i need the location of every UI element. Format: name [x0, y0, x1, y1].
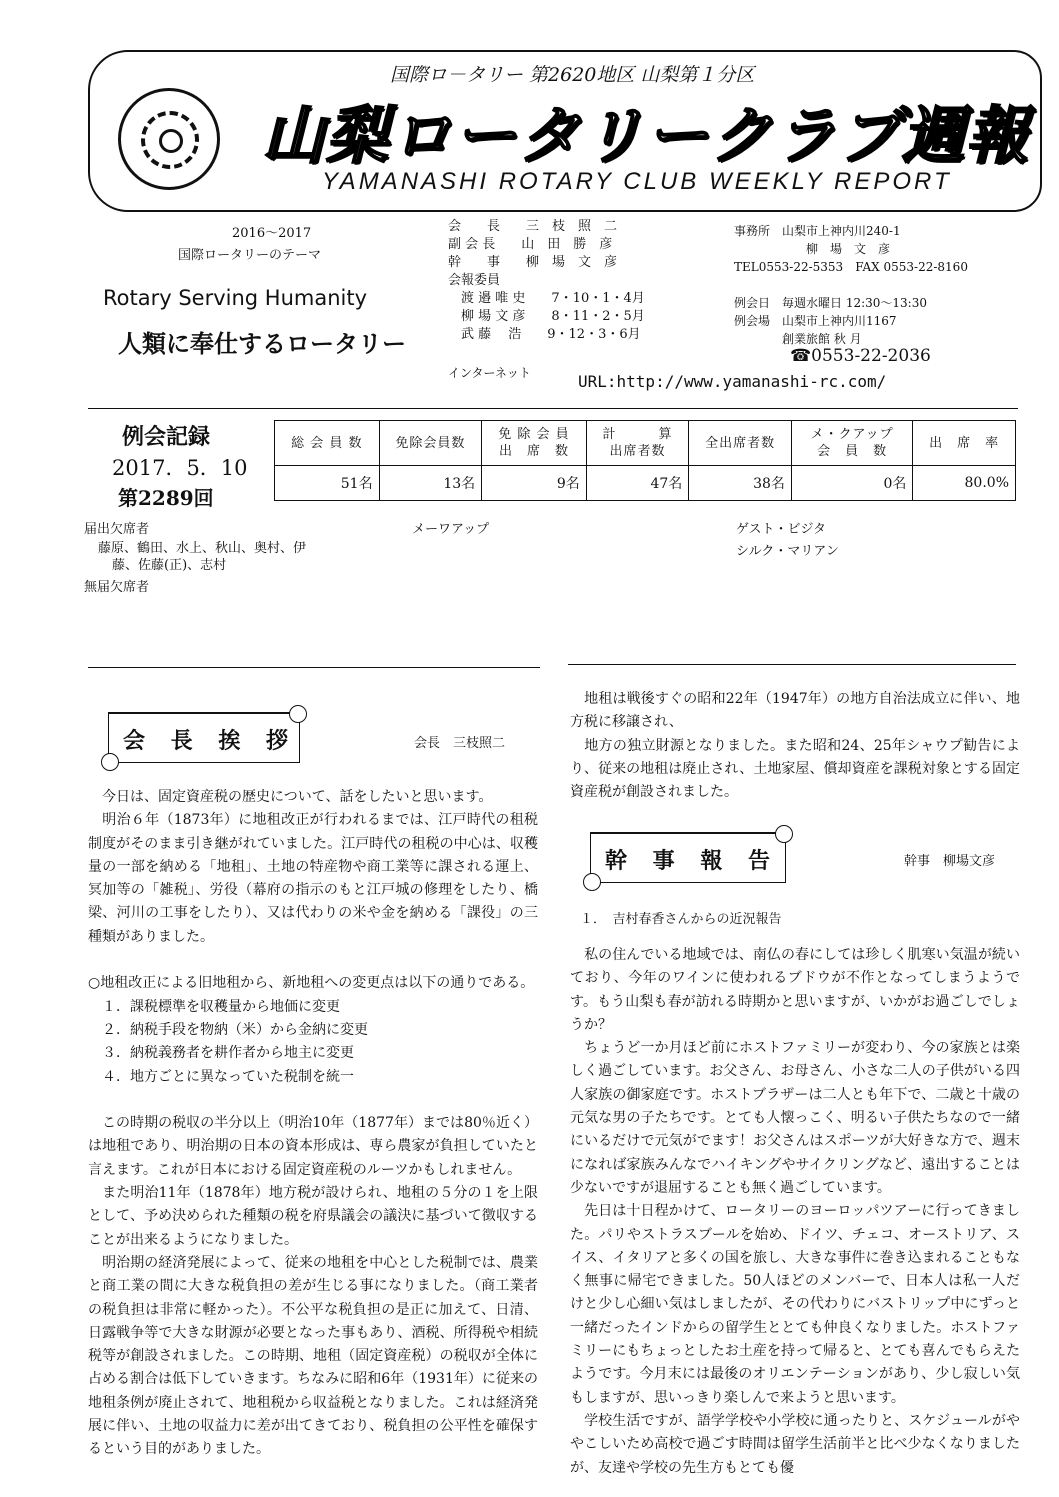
officer-row: 柳 場 文 彦 8・11・2・5月 — [448, 309, 645, 324]
secretary-item: １． 吉村春香さんからの近況報告 — [580, 912, 782, 927]
president-heading-scroll — [108, 712, 300, 763]
table-cell: 47名 — [586, 466, 689, 501]
table-cell: 0名 — [791, 466, 912, 501]
office-row: 事務所 山梨市上神内川240-1 — [734, 224, 901, 238]
table-header: 総 会 員 数 — [275, 421, 380, 466]
secretary-heading-scroll — [590, 832, 786, 883]
table-cell: 38名 — [689, 466, 792, 501]
office-row: TEL0553-22-5353 FAX 0553-22-8160 — [734, 260, 968, 274]
table-cell: 9名 — [482, 466, 587, 501]
paragraph: 先日は十日程かけて、ロータリーのヨーロッパツアーに行ってきました。パリやストラスブールを始め、ドイツ、チェコ、オーストリア、スイス、イタリアと多くの国を旅し、大きな事件に巻き込まれることもなく無事に帰宅できました。50人ほどのメンバーで、日本人は私一人だけと少し心細い気はしましたが、その代わりにバストリップ中にずっと一緒だったインドからの留学生ととても仲良くなりました。ホストファミリーにもちょっとしたお土産を持って帰ると、とても喜んでもらえたようです。今月末には最後のオリエンテーションがあり、少し寂しい気もしますが、思いっきり楽しんで来ようと思います。 — [570, 1203, 1020, 1406]
officers-list — [448, 218, 645, 344]
list-item: ４．地方ごとに異なっていた税制を統一 — [88, 1068, 354, 1085]
paragraph: 学校生活ですが、語学学校や小学校に通ったりと、スケジュールがややこしいため高校で過ごす時間は留学生活前半と比べ少なくなりましたが、友達や学校の先生方もとても優 — [570, 1412, 1020, 1476]
table-header: 全出席者数 — [689, 421, 792, 466]
table-header: 免 除 会 員 出 席 数 — [482, 421, 587, 466]
secretary-heading: 幹 事 報 告 — [605, 848, 779, 874]
office-info — [734, 222, 968, 348]
tax-continuation-text — [570, 688, 1020, 804]
list-item: １．課税標準を収穫量から地価に変更 — [88, 998, 340, 1015]
table-cell: 51名 — [275, 466, 380, 501]
office-row: 創業旅館 秋 月 — [734, 332, 862, 346]
table-header: 免除会員数 — [379, 421, 482, 466]
paragraph: この時期の税収の半分以上（明治10年（1877年）までは80％近く）は地租であり、明治期の日本の資本形成は、専ら農家が負担していたと言えます。これが日本における固定資産税のルーツかもしれません。 — [88, 1115, 538, 1178]
website-url[interactable]: URL:http://www.yamanashi-rc.com/ — [578, 372, 887, 391]
officer-row: 渡 邉 唯 史 7・10・1・4月 — [448, 291, 645, 306]
divider — [568, 664, 1016, 665]
paragraph: 地方の独立財源となりました。また昭和24、25年シャウプ勧告により、従来の地租は廃止され、土地家屋、償却資産を課税対象とする固定資産税が創設されました。 — [570, 737, 1020, 801]
office-row: 柳 場 文 彦 — [734, 242, 891, 256]
paragraph — [88, 1089, 538, 1112]
makeup-label: メーワアップ — [412, 522, 490, 537]
district-label: 国際ロ－タリー 第2620地区 山梨第１分区 — [390, 64, 755, 86]
theme-japanese: 人類に奉仕するロータリー — [118, 330, 406, 358]
theme-english: Rotary Serving Humanity — [103, 286, 368, 310]
paragraph: 地租は戦後すぐの昭和22年（1947年）の地方自治法成立に伴い、地方税に移譲され、 — [570, 691, 1020, 731]
paragraph: 私の住んでいる地域では、南仏の春にしては珍しく肌寒い気温が続いており、今年のワインに使われるブドウが不作となってしまうようです。もう山梨も春が訪れる時期かと思いますが、いかがお過ごしでしょうか？ — [570, 947, 1020, 1033]
newsletter-title: 山梨ロータリークラブ週報 — [262, 99, 1031, 172]
divider — [88, 408, 1018, 409]
paragraph: また明治11年（1878年）地方税が設けられ、地租の５分の１を上限として、予め決められた種類の税を府県議会の議決に基づいて徴収することが出来るようになりました。 — [88, 1185, 538, 1248]
table-cell: 13名 — [379, 466, 482, 501]
president-byline: 会長 三枝照二 — [414, 736, 506, 751]
paragraph: 今日は、固定資産税の歴史について、話をしたいと思います。 — [88, 789, 493, 805]
officer-row: 会 長 三 枝 照 二 — [448, 219, 618, 234]
table-header: 出 席 率 — [913, 421, 1016, 466]
president-heading: 会 長 挨 拶 — [123, 728, 297, 754]
officer-row: 副 会 長 山 田 勝 彦 — [448, 237, 613, 252]
officer-row: 武 藤 浩 9・12・3・6月 — [448, 327, 641, 342]
table-header: 計 算 出席者数 — [586, 421, 689, 466]
record-date: 2017．5．10 — [112, 456, 248, 480]
paragraph: 明治６年（1873年）に地租改正が行われるまでは、江戸時代の租税制度がそのまま引き継がれていました。江戸時代の租税の中心は、収穫量の一部を納める「地租」、土地の特産物や商工業等に課される運上、冥加等の「雑税」、労役（幕府の指示のもと江戸城の修理をしたり、橋梁、河川の工事をしたり）、又は代わりの米や金を納める「課役」の三種類がありました。 — [88, 812, 538, 945]
unnotified-absent-label: 無届欠席者 — [84, 580, 150, 595]
theme-years: 2016～2017 — [232, 226, 312, 241]
internet-label: インターネット — [448, 366, 531, 380]
secretary-text — [570, 944, 1020, 1480]
paragraph: 明治期の経済発展によって、従来の地租を中心とした税制では、農業と商工業の間に大きな税負担の差が生じる事になりました。（商工業者の税負担は非常に軽かった）。不公平な税負担の是正に加えて、日清、日露戦争等で大きな財源が必要となった事もあり、酒税、所得税や相続税等が創設されました。この時期、地租（固定資産税）の税収が全体に占める割合は低下していきます。ちなみに昭和6年（1931年）に従来の地租条例が廃止されて、地租税から収益税となりました。これは経済発展に伴い、土地の収益力に差が出てきており、税負担の公平性を確保するという目的がありました。 — [88, 1254, 538, 1458]
president-text — [88, 786, 538, 1462]
rotary-logo-icon — [118, 88, 220, 190]
venue-phone: ☎0553-22-2036 — [790, 346, 931, 366]
divider — [88, 667, 540, 668]
paragraph: ○地租改正による旧地租から、新地租への変更点は以下の通りである。 — [88, 975, 535, 992]
theme-label: 国際ロータリーのテーマ — [178, 248, 322, 263]
list-item: ３．納税義務者を耕作者から地主に変更 — [88, 1045, 354, 1062]
guest-names: シルク・マリアン — [736, 544, 839, 559]
paragraph: ちょうど一か月ほど前にホストファミリーが変わり、今の家族とは楽しく過ごしています。お父さん、お母さん、小さな二人の子供がいる四人家族の御家庭です。ホストブラザーは二人とも年下で、二歳と十歳の元気な男の子たちです。とても人懐っこく、明るい子供たちなので一緒にいるだけで元気がでます！お父さんはスポーツが大好きな方で、週末になれば家族みんなでハイキングやサイクリングなど、遠出することは少ないですが退屈することも無く過ごしています。 — [570, 1040, 1020, 1196]
secretary-byline: 幹事 柳場文彦 — [904, 854, 996, 869]
officer-row: 幹 事 柳 場 文 彦 — [448, 255, 618, 270]
table-header: メ・クアップ 会 員 数 — [791, 421, 912, 466]
newsletter-title-en: YAMANASHI ROTARY CLUB WEEKLY REPORT — [322, 168, 952, 195]
office-row — [734, 276, 968, 294]
table-cell: 80.0% — [913, 466, 1016, 501]
notified-absent-names: 藤原、鶴田、水上、秋山、奥村、伊 藤、佐藤(正)、志村 — [98, 541, 307, 573]
attendance-table — [274, 420, 1016, 501]
office-row: 例会場 山梨市上神内川1167 — [734, 314, 897, 328]
office-row: 例会日 毎週水曜日 12:30～13:30 — [734, 296, 927, 310]
notified-absent-label: 届出欠席者 — [84, 522, 150, 537]
record-title: 例会記録 — [122, 424, 211, 450]
list-item: ２．納税手段を物納（米）から金納に変更 — [88, 1021, 368, 1038]
officer-row: 会報委員 — [448, 273, 501, 288]
paragraph — [88, 949, 538, 972]
record-number: 第2289回 — [118, 486, 214, 510]
guest-label: ゲスト・ビジタ — [736, 522, 826, 537]
